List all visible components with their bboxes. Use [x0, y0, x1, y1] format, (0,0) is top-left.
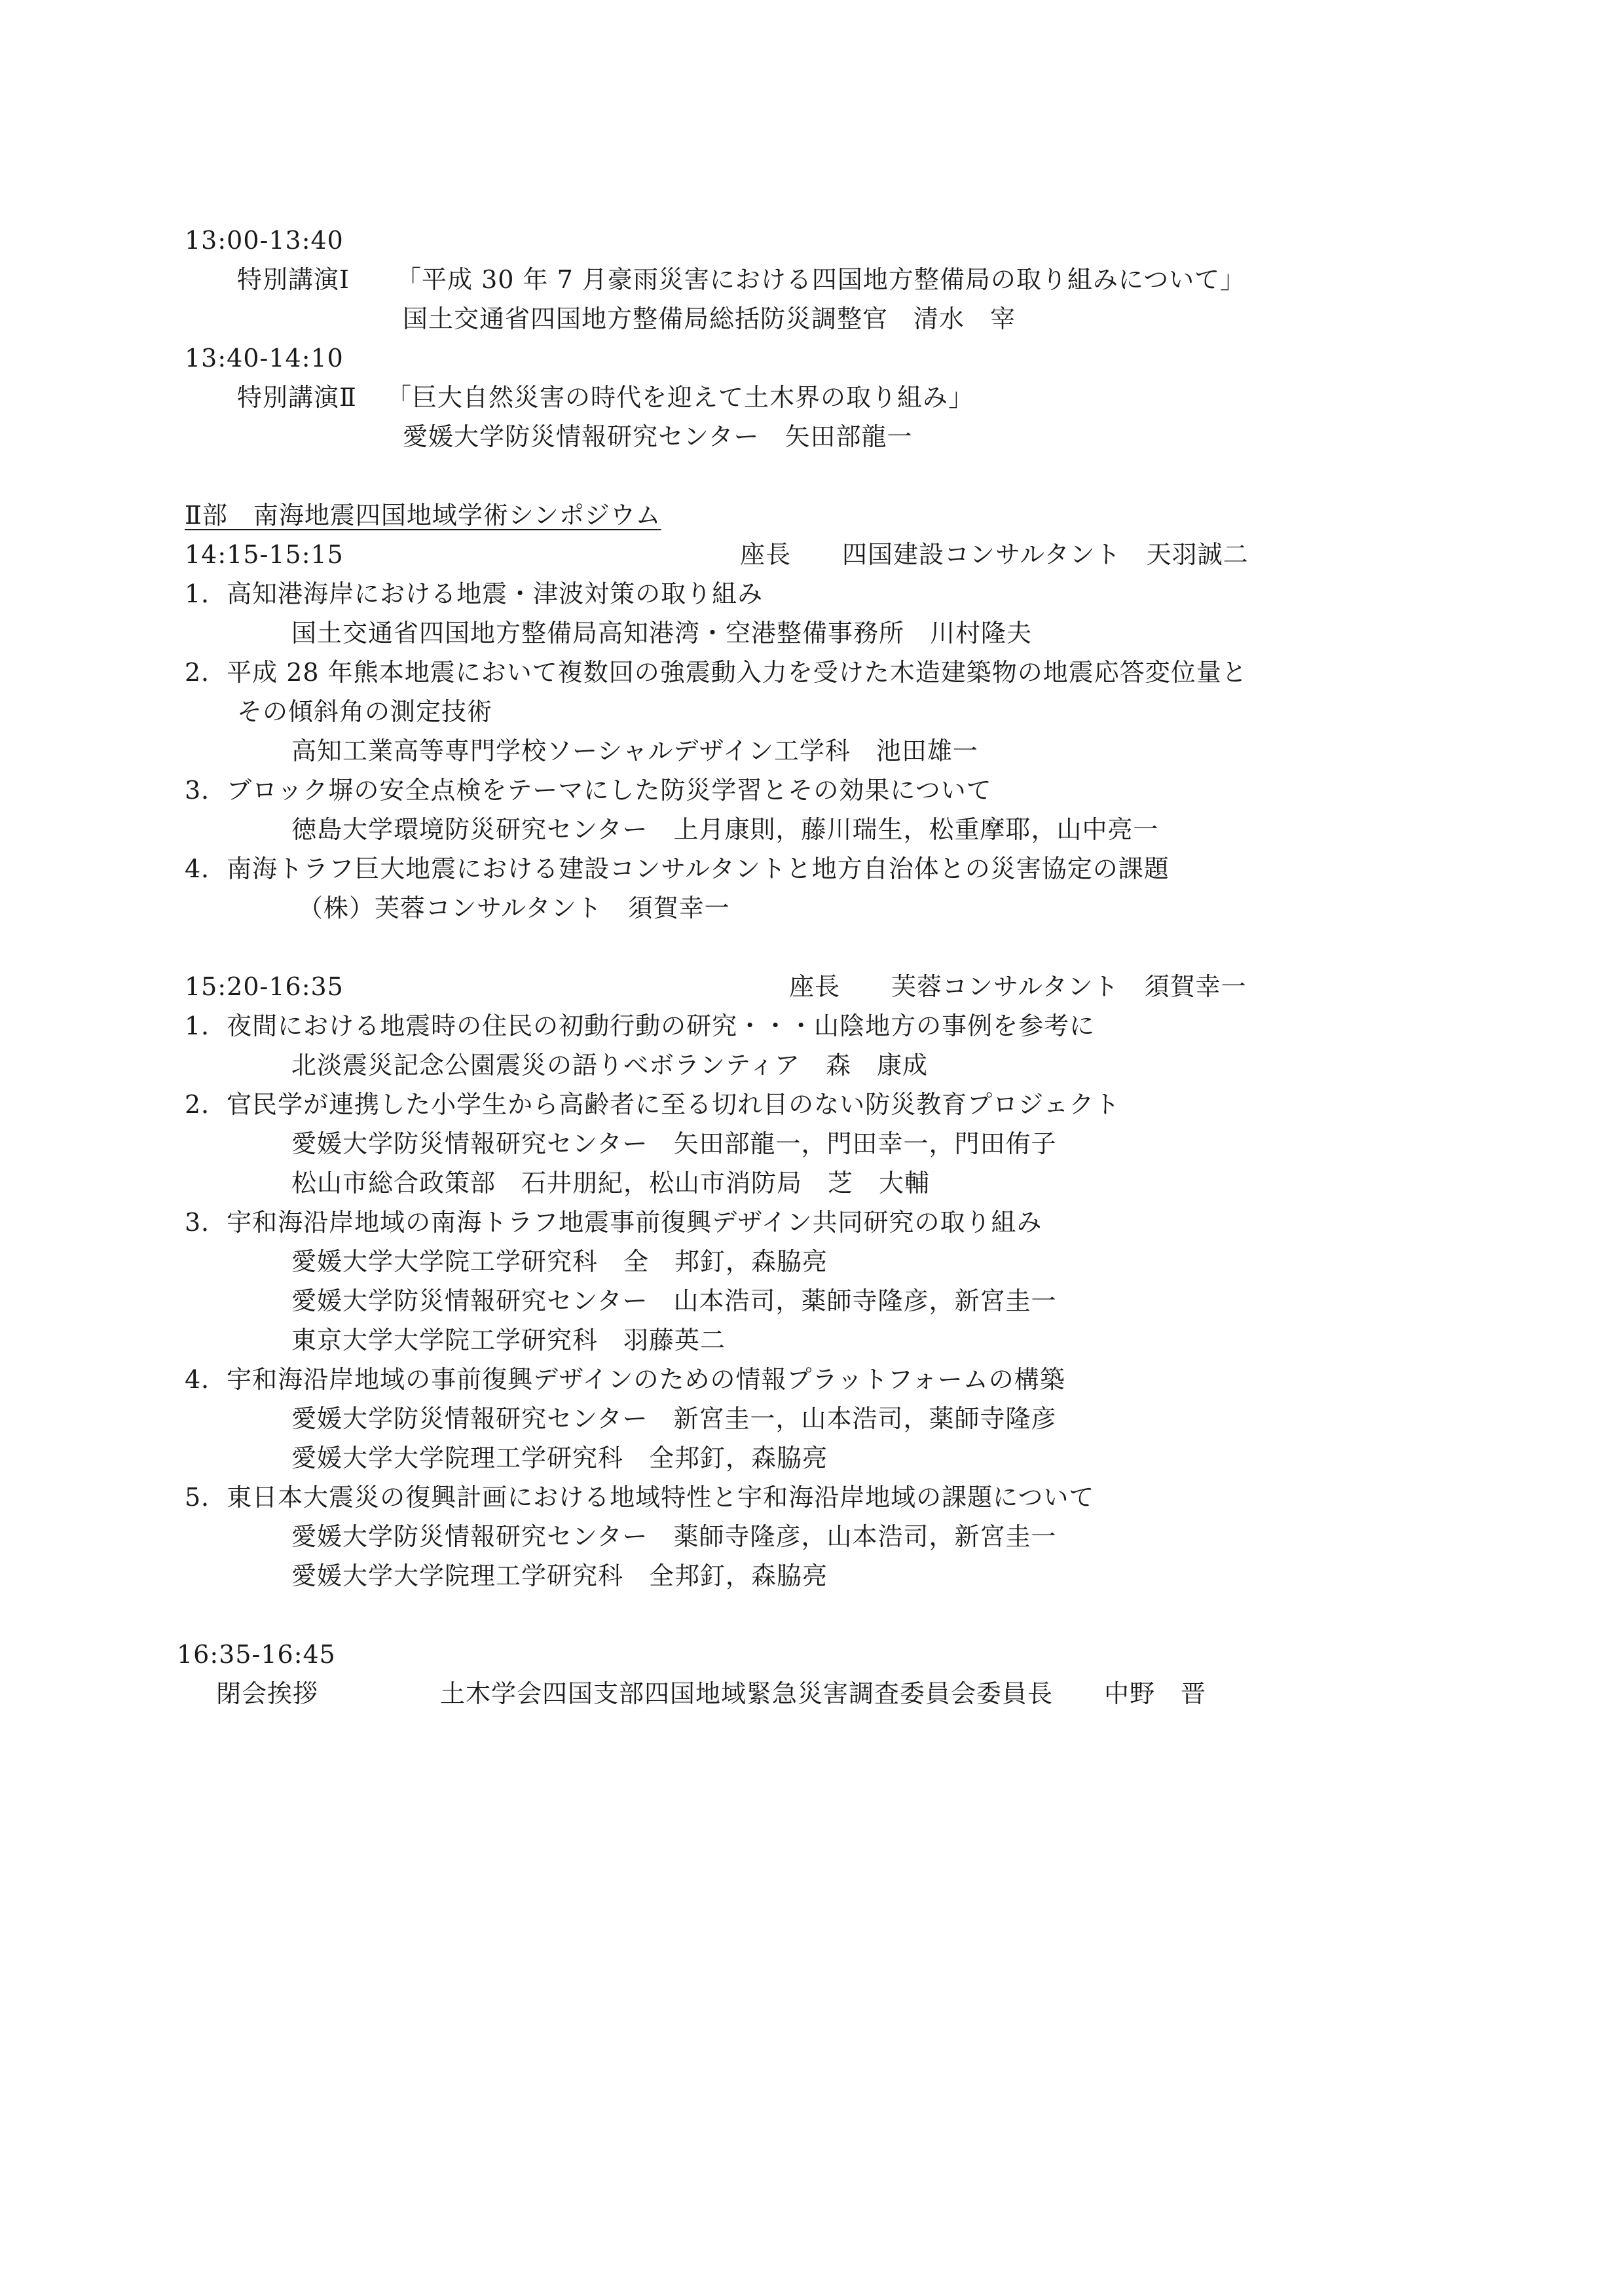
block-1-item-2-title: 2．平成 28 年熊本地震において複数回の強震動入力を受けた木造建築物の地震応答変位量と	[185, 658, 1247, 687]
block-1-chair: 座長 四国建設コンサルタント 天羽誠二	[740, 540, 1249, 569]
block-1-item-2-speaker: 高知工業高等専門学校ソーシャルデザイン工学科 池田雄一	[291, 737, 978, 765]
block-2-item-3-speaker-2: 愛媛大学防災情報研究センター 山本浩司，薬師寺隆彦，新宮圭一	[291, 1286, 1057, 1315]
closing-label: 閉会挨拶	[216, 1679, 319, 1708]
block-2-item-2-speaker-1: 愛媛大学防災情報研究センター 矢田部龍一，門田幸一，門田侑子	[291, 1129, 1057, 1158]
block-2-item-3-speaker-3: 東京大学大学院工学研究科 羽藤英二	[291, 1326, 726, 1355]
part-2-heading: Ⅱ部 南海地震四国地域学術シンポジウム	[185, 501, 661, 530]
block-1-item-4-title: 4．南海トラフ巨大地震における建設コンサルタントと地方自治体との災害協定の課題	[185, 854, 1170, 883]
block-2-item-2-speaker-2: 松山市総合政策部 石井朋紀，松山市消防局 芝 大輔	[291, 1169, 931, 1197]
time-slot-2: 13:40-14:10	[185, 344, 344, 373]
lecture-1-label: 特別講演Ⅰ	[237, 265, 350, 294]
block-2-item-3-speaker-1: 愛媛大学大学院工学研究科 全 邦釘，森脇亮	[291, 1247, 828, 1276]
block-2-item-4-title: 4．宇和海沿岸地域の事前復興デザインのための情報プラットフォームの構築	[185, 1365, 1065, 1394]
block-2-item-5-title: 5．東日本大震災の復興計画における地域特性と宇和海沿岸地域の課題について	[185, 1483, 1095, 1512]
block-2-chair: 座長 芙蓉コンサルタント 須賀幸一	[789, 972, 1247, 1001]
block-1-time: 14:15-15:15	[185, 540, 344, 569]
block-1-item-3-speaker: 徳島大学環境防災研究センター 上月康則，藤川瑞生，松重摩耶，山中亮一	[291, 815, 1159, 844]
block-2-item-1-title: 1．夜間における地震時の住民の初動行動の研究・・・山陰地方の事例を参考に	[185, 1011, 1096, 1040]
block-1-item-3-title: 3．ブロック塀の安全点検をテーマにした防災学習とその効果について	[185, 776, 992, 805]
closing-speaker: 土木学会四国支部四国地域緊急災害調査委員会委員長 中野 晋	[440, 1679, 1207, 1708]
block-1-item-1-title: 1．高知港海岸における地震・津波対策の取り組み	[185, 579, 764, 608]
block-1-item-2-title-cont: その傾斜角の測定技術	[237, 697, 493, 726]
block-2-item-4-speaker-1: 愛媛大学防災情報研究センター 新宮圭一，山本浩司，薬師寺隆彦	[291, 1404, 1057, 1433]
lecture-2-title: 「巨大自然災害の時代を迎えて土木界の取り組み」	[386, 383, 974, 412]
time-slot-1: 13:00-13:40	[185, 226, 344, 255]
closing-time: 16:35-16:45	[177, 1640, 336, 1669]
block-2-item-3-title: 3．宇和海沿岸地域の南海トラフ地震事前復興デザイン共同研究の取り組み	[185, 1208, 1043, 1237]
lecture-2-label: 特別講演Ⅱ	[237, 383, 357, 412]
block-2-time: 15:20-16:35	[185, 972, 344, 1001]
block-1-item-1-speaker: 国土交通省四国地方整備局高知港湾・空港整備事務所 川村隆夫	[291, 619, 1033, 647]
block-2-item-4-speaker-2: 愛媛大学大学院理工学研究科 全邦釘，森脇亮	[291, 1444, 828, 1472]
lecture-1-speaker: 国土交通省四国地方整備局総括防災調整官 清水 宰	[403, 304, 1016, 333]
block-2-item-5-speaker-1: 愛媛大学防災情報研究センター 薬師寺隆彦，山本浩司，新宮圭一	[291, 1522, 1057, 1551]
block-2-item-1-speaker-1: 北淡震災記念公園震災の語りべボランティア 森 康成	[291, 1051, 928, 1080]
block-1-item-4-speaker: （株）芙蓉コンサルタント 須賀幸一	[298, 894, 730, 922]
block-2-item-2-title: 2．官民学が連携した小学生から高齢者に至る切れ目のない防災教育プロジェクト	[185, 1090, 1120, 1119]
lecture-1-title: 「平成 30 年 7 月豪雨災害における四国地方整備局の取り組みについて」	[396, 265, 1246, 294]
lecture-2-speaker: 愛媛大学防災情報研究センター 矢田部龍一	[403, 422, 913, 451]
block-2-item-5-speaker-2: 愛媛大学大学院理工学研究科 全邦釘，森脇亮	[291, 1561, 828, 1590]
